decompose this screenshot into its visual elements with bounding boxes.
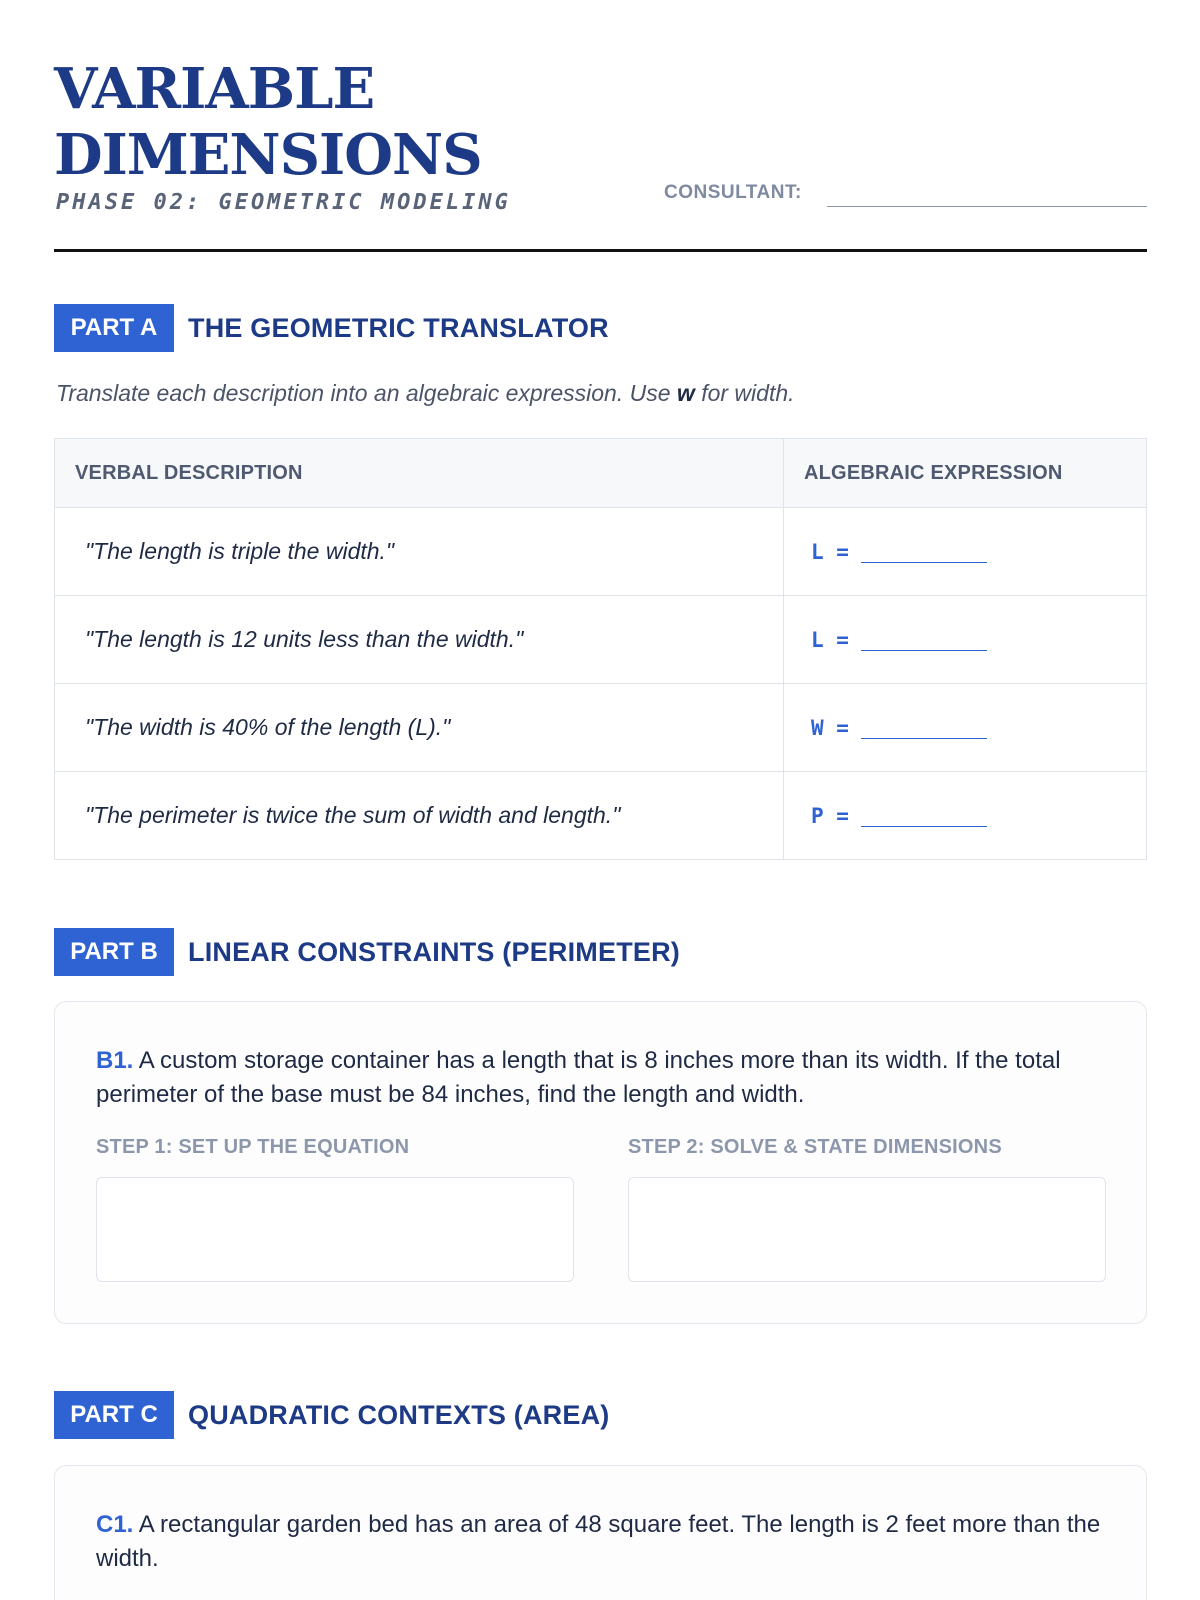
problem-number: C1.: [96, 1511, 134, 1538]
step-2-label: STEP 2: SOLVE & STATE DIMENSIONS: [628, 1136, 1002, 1158]
consultant-name-field[interactable]: [827, 206, 1147, 207]
title-line-1: VARIABLE: [54, 56, 375, 122]
problem-c1-text: [96, 1508, 1106, 1576]
verbal-description: "The length is 12 units less than the width.": [55, 596, 784, 684]
problem-statement: A custom storage container has a length that is 8 inches more than its width. If the total perimeter of the base must be 84 inches, find the length and width.: [96, 1047, 1061, 1108]
problem-statement: A rectangular garden bed has an area of 48 square feet. The length is 2 feet more than the width.: [96, 1511, 1101, 1572]
table-row: [55, 772, 1147, 860]
expression-cell: [784, 508, 1147, 596]
column-header-expression: ALGEBRAIC EXPRESSION: [784, 439, 1147, 508]
table-row: [55, 508, 1147, 596]
step-2-answer-box[interactable]: [628, 1177, 1106, 1282]
part-a-heading: [54, 304, 609, 352]
problem-card-b1: [54, 1001, 1147, 1324]
problem-number: B1.: [96, 1047, 134, 1074]
expression-variable: L =: [811, 539, 849, 564]
instructions-text-post: for width.: [694, 380, 795, 406]
table-header-row: [55, 439, 1147, 508]
step-1-label: STEP 1: SET UP THE EQUATION: [96, 1136, 410, 1158]
translator-table: [54, 438, 1147, 860]
column-header-description: VERBAL DESCRIPTION: [55, 439, 784, 508]
expression-cell: [784, 684, 1147, 772]
instructions-variable: w: [676, 380, 695, 406]
part-b-title: LINEAR CONSTRAINTS (PERIMETER): [188, 936, 680, 967]
problem-b1-text: [96, 1044, 1106, 1112]
instructions-text-pre: Translate each description into an algebraic expression. Use: [56, 380, 677, 406]
table-row: [55, 596, 1147, 684]
verbal-description: "The length is triple the width.": [55, 508, 784, 596]
expression-answer-blank[interactable]: [861, 813, 987, 827]
part-c-heading: [54, 1391, 609, 1439]
title-line-2: DIMENSIONS: [54, 122, 482, 188]
consultant-label: CONSULTANT:: [664, 182, 802, 203]
part-b-badge: PART B: [54, 928, 174, 976]
part-a-badge: PART A: [54, 304, 174, 352]
table-row: [55, 684, 1147, 772]
verbal-description: "The width is 40% of the length (L).": [55, 684, 784, 772]
worksheet-header: [54, 0, 1147, 252]
expression-answer-blank[interactable]: [861, 549, 987, 563]
part-b-heading: [54, 928, 680, 976]
expression-variable: P =: [811, 803, 849, 828]
part-c-title: QUADRATIC CONTEXTS (AREA): [188, 1399, 610, 1430]
part-c-badge: PART C: [54, 1391, 174, 1439]
phase-subtitle: PHASE 02: GEOMETRIC MODELING: [56, 190, 511, 215]
expression-answer-blank[interactable]: [861, 637, 987, 651]
part-a-title: THE GEOMETRIC TRANSLATOR: [188, 312, 609, 343]
expression-variable: W =: [811, 715, 849, 740]
expression-variable: L =: [811, 627, 849, 652]
problem-card-c1: [54, 1465, 1147, 1600]
worksheet-title: [54, 56, 482, 188]
part-a-instructions: [56, 380, 795, 407]
expression-cell: [784, 596, 1147, 684]
verbal-description: "The perimeter is twice the sum of width and length.": [55, 772, 784, 860]
worksheet-page: [54, 0, 1147, 1572]
expression-answer-blank[interactable]: [861, 725, 987, 739]
step-1-answer-box[interactable]: [96, 1177, 574, 1282]
expression-cell: [784, 772, 1147, 860]
